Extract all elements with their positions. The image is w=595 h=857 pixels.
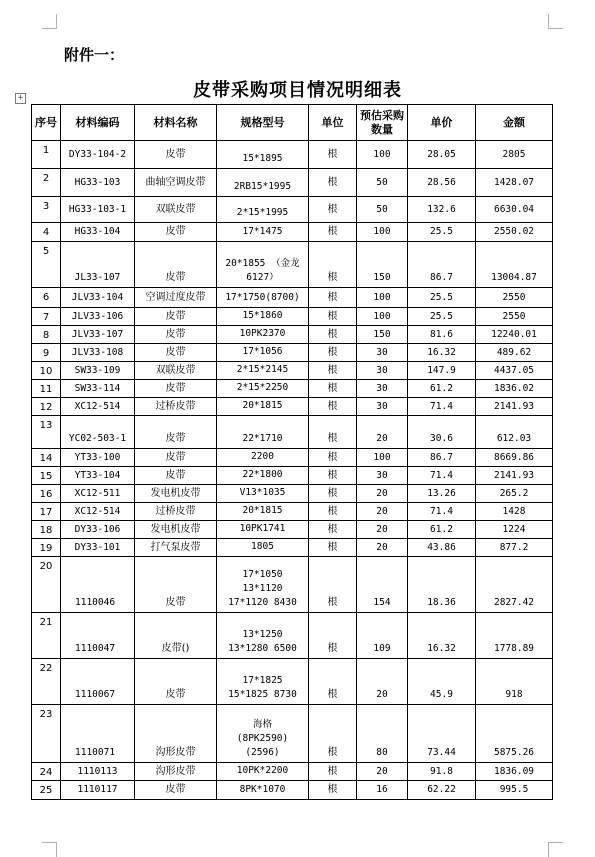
table-row [32,659,553,705]
cell-qty: 20 [357,539,408,557]
cell-name: 发电机皮带 [135,521,217,539]
cell-code: 1110047 [61,613,135,659]
cell-price: 73.44 [408,705,476,763]
header-name: 材料名称 [135,105,217,141]
table-row [32,141,553,169]
cell-unit: 根 [309,521,357,539]
cell-code: XC12-511 [61,485,135,503]
cell-price: 62.22 [408,781,476,800]
cell-code: JLV33-104 [61,288,135,308]
cell-code: YC02-503-1 [61,416,135,449]
cell-price: 28.05 [408,141,476,169]
attachment-label: 附件一： [64,46,125,64]
cell-name: 皮带 [135,380,217,398]
cell-code: HG33-103 [61,169,135,197]
cell-seq: 22 [32,659,61,705]
cell-amount: 995.5 [476,781,553,800]
cell-price: 43.86 [408,539,476,557]
cell-price: 28.56 [408,169,476,197]
cell-unit: 根 [309,416,357,449]
cell-unit: 根 [309,763,357,781]
cell-seq: 2 [32,169,61,197]
cell-seq: 1 [32,141,61,169]
cell-name: 打气泵皮带 [135,539,217,557]
cell-unit: 根 [309,705,357,763]
header-code: 材料编码 [61,105,135,141]
cell-spec: 17*1750(8700) [217,288,309,308]
cell-price: 18.36 [408,557,476,613]
cell-spec: 海格 (8PK2590) (2596) [217,705,309,763]
cell-code: 1110067 [61,659,135,705]
cell-code: 1110117 [61,781,135,800]
cell-amount: 1778.89 [476,613,553,659]
crop-mark-bottom-left [42,842,57,857]
cell-price: 45.9 [408,659,476,705]
cell-qty: 50 [357,197,408,223]
cell-price: 86.7 [408,242,476,288]
cell-code: DY33-106 [61,521,135,539]
cell-price: 30.6 [408,416,476,449]
crop-mark-top-right [548,14,563,29]
cell-qty: 109 [357,613,408,659]
cell-seq: 17 [32,503,61,521]
cell-spec: 2*15*2250 [217,380,309,398]
cell-name: 曲轴空调皮带 [135,169,217,197]
cell-spec: 10PK*2200 [217,763,309,781]
cell-unit: 根 [309,223,357,242]
cell-amount: 2141.93 [476,398,553,416]
cell-name: 过桥皮带 [135,503,217,521]
cell-name: 双联皮带 [135,197,217,223]
table-row [32,242,553,288]
cell-spec: 22*1710 [217,416,309,449]
cell-name: 皮带 [135,344,217,362]
cell-qty: 100 [357,308,408,326]
cell-seq: 11 [32,380,61,398]
table-row [32,362,553,380]
header-unit: 单位 [309,105,357,141]
cell-amount: 1836.02 [476,380,553,398]
cell-name: 双联皮带 [135,362,217,380]
cell-qty: 20 [357,521,408,539]
cell-amount: 8669.86 [476,449,553,467]
cell-price: 147.9 [408,362,476,380]
cell-unit: 根 [309,242,357,288]
cell-unit: 根 [309,613,357,659]
cell-name: 皮带 [135,659,217,705]
cell-unit: 根 [309,169,357,197]
cell-amount: 2550.02 [476,223,553,242]
cell-seq: 15 [32,467,61,485]
cell-price: 13.26 [408,485,476,503]
cell-code: DY33-104-2 [61,141,135,169]
cell-name: 空调过度皮带 [135,288,217,308]
cell-spec: 2RB15*1995 [217,169,309,197]
cell-price: 81.6 [408,326,476,344]
cell-name: 皮带 [135,449,217,467]
cell-qty: 20 [357,763,408,781]
table-row [32,169,553,197]
cell-unit: 根 [309,380,357,398]
crop-mark-top-left [42,14,57,29]
cell-seq: 14 [32,449,61,467]
cell-amount: 13004.87 [476,242,553,288]
table-row [32,344,553,362]
cell-spec: 22*1800 [217,467,309,485]
cell-code: XC12-514 [61,503,135,521]
cell-code: HG33-103-1 [61,197,135,223]
cell-unit: 根 [309,326,357,344]
cell-amount: 489.62 [476,344,553,362]
cell-seq: 7 [32,308,61,326]
table-row [32,197,553,223]
cell-seq: 12 [32,398,61,416]
cell-qty: 30 [357,344,408,362]
cell-code: 1110071 [61,705,135,763]
cell-name: 皮带 [135,557,217,613]
cell-qty: 80 [357,705,408,763]
cell-qty: 20 [357,503,408,521]
cell-name: 皮带 [135,467,217,485]
cell-qty: 30 [357,380,408,398]
cell-seq: 13 [32,416,61,449]
cell-code: JLV33-108 [61,344,135,362]
cell-spec: 2200 [217,449,309,467]
cell-amount: 2805 [476,141,553,169]
cell-qty: 50 [357,169,408,197]
cell-amount: 1836.09 [476,763,553,781]
table-row [32,613,553,659]
table-row [32,503,553,521]
cell-name: 皮带 [135,308,217,326]
cell-code: JL33-107 [61,242,135,288]
cell-seq: 24 [32,763,61,781]
table-row [32,467,553,485]
header-qty: 预估采购数量 [357,105,408,141]
cell-amount: 6630.04 [476,197,553,223]
cell-price: 71.4 [408,398,476,416]
cell-amount: 1224 [476,521,553,539]
cell-amount: 1428 [476,503,553,521]
cell-unit: 根 [309,308,357,326]
cell-name: 皮带 [135,326,217,344]
cell-code: JLV33-107 [61,326,135,344]
cell-spec: 17*1825 15*1825 8730 [217,659,309,705]
cell-qty: 20 [357,485,408,503]
cell-qty: 100 [357,288,408,308]
cell-amount: 1428.07 [476,169,553,197]
cell-unit: 根 [309,398,357,416]
table-body [32,141,553,800]
table-row [32,416,553,449]
cell-code: 1110046 [61,557,135,613]
cell-seq: 8 [32,326,61,344]
header-price: 单价 [408,105,476,141]
cell-qty: 150 [357,242,408,288]
crop-mark-bottom-right [548,842,563,857]
cell-qty: 30 [357,398,408,416]
cell-spec: 20*1815 [217,503,309,521]
cell-code: DY33-101 [61,539,135,557]
cell-seq: 19 [32,539,61,557]
cell-spec: 20*1855 （金龙 6127） [217,242,309,288]
cell-code: YT33-104 [61,467,135,485]
cell-name: 皮带 [135,416,217,449]
cell-seq: 23 [32,705,61,763]
cell-spec: V13*1035 [217,485,309,503]
page-title: 皮带采购项目情况明细表 [193,80,402,101]
table-row [32,763,553,781]
cell-spec: 1805 [217,539,309,557]
table-row [32,539,553,557]
cell-amount: 2550 [476,308,553,326]
cell-seq: 18 [32,521,61,539]
cell-amount: 4437.05 [476,362,553,380]
cell-qty: 100 [357,223,408,242]
cell-seq: 3 [32,197,61,223]
cell-seq: 5 [32,242,61,288]
table-row [32,288,553,308]
cell-qty: 16 [357,781,408,800]
cell-name: 发电机皮带 [135,485,217,503]
header-spec: 规格型号 [217,105,309,141]
cell-price: 25.5 [408,308,476,326]
cell-code: SW33-114 [61,380,135,398]
cell-code: XC12-514 [61,398,135,416]
cell-qty: 20 [357,659,408,705]
cell-name: 皮带 [135,242,217,288]
header-seq: 序号 [32,105,61,141]
cell-unit: 根 [309,288,357,308]
table-row [32,223,553,242]
table-row [32,485,553,503]
cell-qty: 154 [357,557,408,613]
cell-name: 皮带 [135,223,217,242]
cell-name: 过桥皮带 [135,398,217,416]
table-row [32,380,553,398]
cell-unit: 根 [309,197,357,223]
cell-price: 91.8 [408,763,476,781]
cell-unit: 根 [309,141,357,169]
cell-spec: 10PK2370 [217,326,309,344]
cell-amount: 5875.26 [476,705,553,763]
cell-amount: 2141.93 [476,467,553,485]
cell-spec: 2*15*2145 [217,362,309,380]
cell-seq: 16 [32,485,61,503]
cell-spec: 2*15*1995 [217,197,309,223]
cell-amount: 918 [476,659,553,705]
cell-amount: 2827.42 [476,557,553,613]
cell-unit: 根 [309,659,357,705]
cell-price: 86.7 [408,449,476,467]
cell-qty: 30 [357,362,408,380]
cell-amount: 2550 [476,288,553,308]
cell-qty: 100 [357,449,408,467]
table-row [32,308,553,326]
cell-unit: 根 [309,539,357,557]
cell-code: YT33-100 [61,449,135,467]
cell-spec: 20*1815 [217,398,309,416]
cell-code: 1110113 [61,763,135,781]
cell-spec: 15*1860 [217,308,309,326]
cell-code: HG33-104 [61,223,135,242]
cell-name: 皮带() [135,613,217,659]
procurement-table [31,104,553,800]
cell-price: 61.2 [408,380,476,398]
cell-seq: 4 [32,223,61,242]
cell-price: 16.32 [408,344,476,362]
cell-qty: 20 [357,416,408,449]
cell-seq: 20 [32,557,61,613]
cell-name: 沟形皮带 [135,705,217,763]
cell-qty: 150 [357,326,408,344]
cell-spec: 17*1475 [217,223,309,242]
table-row [32,705,553,763]
cell-price: 25.5 [408,288,476,308]
table-row [32,398,553,416]
cell-spec: 13*1250 13*1280 6500 [217,613,309,659]
cell-unit: 根 [309,485,357,503]
cell-amount: 265.2 [476,485,553,503]
cell-unit: 根 [309,557,357,613]
cell-name: 沟形皮带 [135,763,217,781]
cell-price: 71.4 [408,503,476,521]
cell-seq: 21 [32,613,61,659]
table-row [32,521,553,539]
cell-unit: 根 [309,449,357,467]
cell-qty: 30 [357,467,408,485]
table-move-handle-icon[interactable]: + [15,93,26,104]
cell-code: JLV33-106 [61,308,135,326]
cell-price: 61.2 [408,521,476,539]
cell-price: 132.6 [408,197,476,223]
cell-spec: 15*1895 [217,141,309,169]
table-row [32,326,553,344]
cell-amount: 877.2 [476,539,553,557]
cell-unit: 根 [309,344,357,362]
cell-spec: 10PK1741 [217,521,309,539]
cell-seq: 25 [32,781,61,800]
table-row [32,557,553,613]
cell-unit: 根 [309,467,357,485]
cell-amount: 12240.01 [476,326,553,344]
table-row [32,449,553,467]
cell-spec: 8PK*1070 [217,781,309,800]
cell-seq: 10 [32,362,61,380]
cell-price: 71.4 [408,467,476,485]
cell-unit: 根 [309,781,357,800]
cell-price: 25.5 [408,223,476,242]
cell-unit: 根 [309,503,357,521]
cell-code: SW33-109 [61,362,135,380]
cell-name: 皮带 [135,141,217,169]
cell-spec: 17*1056 [217,344,309,362]
cell-seq: 9 [32,344,61,362]
cell-amount: 612.03 [476,416,553,449]
table-header-row [32,105,553,141]
cell-name: 皮带 [135,781,217,800]
cell-qty: 100 [357,141,408,169]
table-row [32,781,553,800]
cell-unit: 根 [309,362,357,380]
cell-price: 16.32 [408,613,476,659]
header-amount: 金额 [476,105,553,141]
cell-seq: 6 [32,288,61,308]
cell-spec: 17*1050 13*1120 17*1120 8430 [217,557,309,613]
